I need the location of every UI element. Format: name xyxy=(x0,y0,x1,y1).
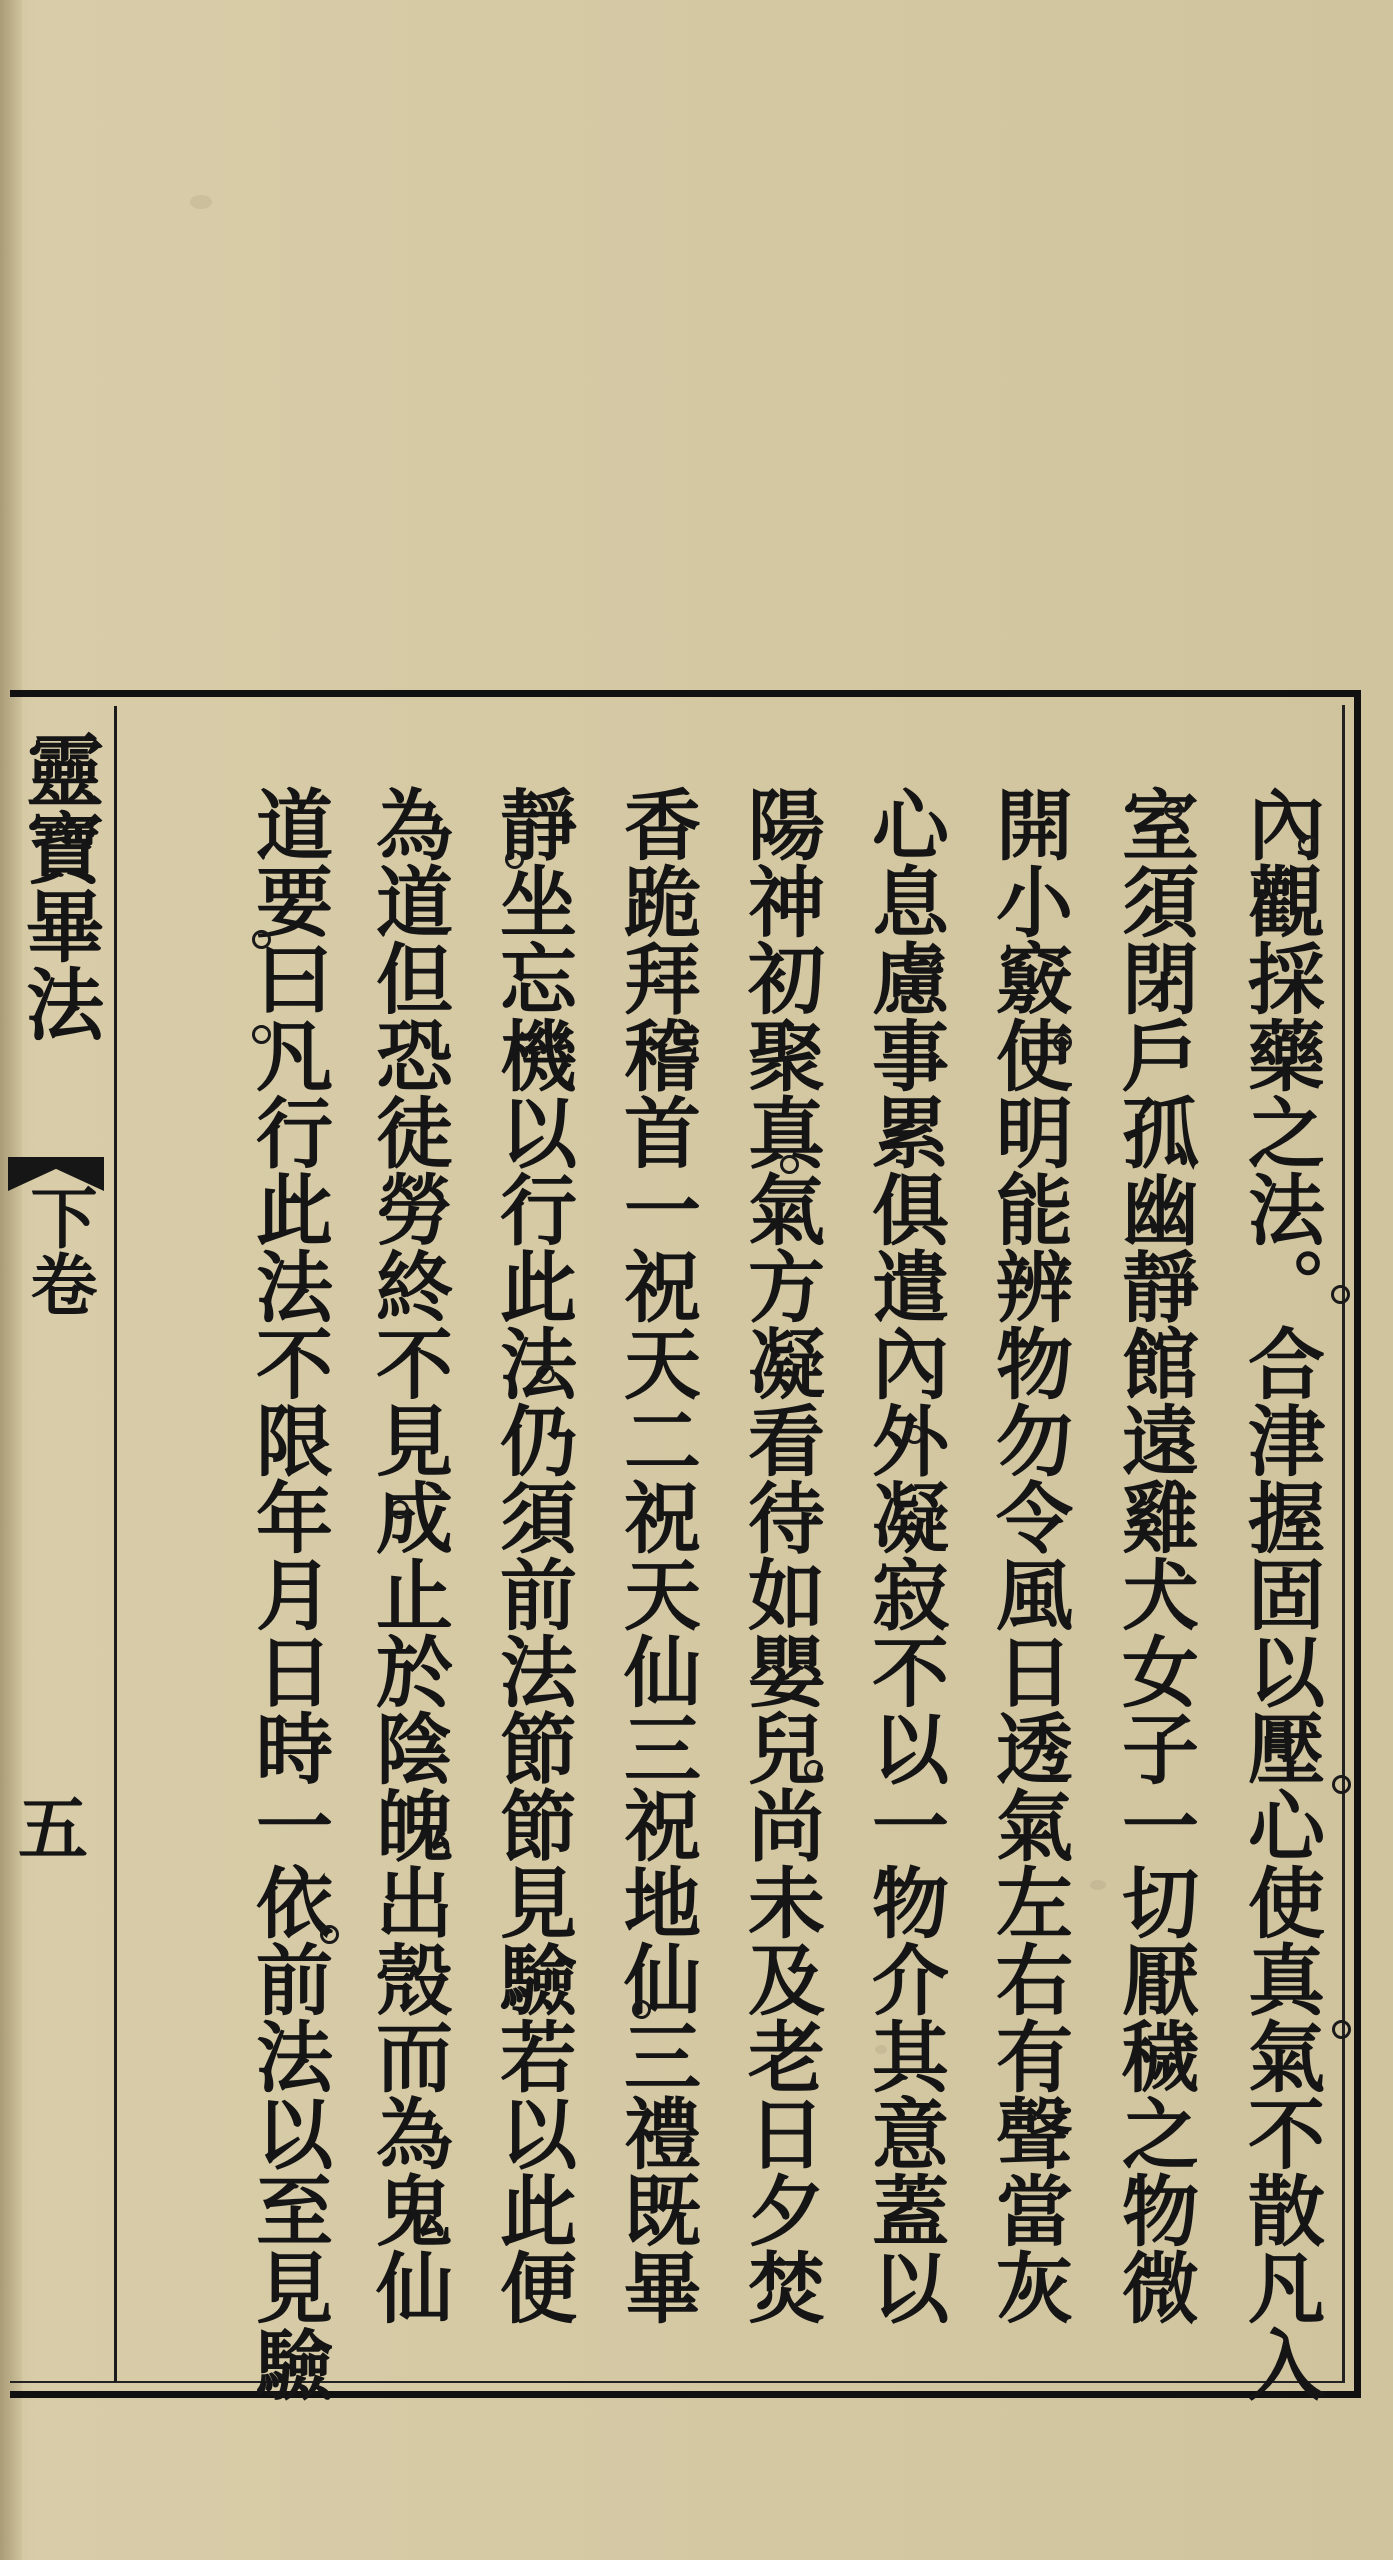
punctuation-circle-icon xyxy=(390,1500,409,1519)
punctuation-circle-icon xyxy=(1332,2020,1351,2039)
punctuation-circle-icon xyxy=(804,1760,823,1779)
punctuation-circle-icon xyxy=(252,930,271,949)
punctuation-circle-icon xyxy=(1332,1775,1351,1794)
text-column-7: 靜坐忘機以行此法仍須前法節節見驗若以此便 xyxy=(487,785,577,2325)
text-column-8: 為道但恐徒勞終不見成止於陰魄出殼而為鬼仙 xyxy=(363,785,453,2325)
text-column-9: 道要曰凡行此法不限年月日時一依前法以至見驗 xyxy=(243,785,333,2402)
punctuation-circle-icon xyxy=(505,850,524,869)
punctuation-circle-icon xyxy=(1164,800,1183,819)
text-column-1: 內觀採藥之法。合津握固以壓心使真氣不散凡入 xyxy=(1235,785,1325,2402)
punctuation-circle-icon xyxy=(320,1925,339,1944)
banxin xyxy=(0,705,114,2383)
banxin-volume-label: 下卷 xyxy=(20,1183,99,1317)
text-column-6: 香跪拜稽首一祝天二祝天仙三祝地仙三禮既畢 xyxy=(611,785,701,2325)
text-column-2: 室須閉戶孤幽靜館遠雞犬女子一切厭穢之物微 xyxy=(1109,785,1199,2325)
punctuation-circle-icon xyxy=(905,1425,924,1444)
banxin-title: 靈寶畢法 xyxy=(13,730,104,1042)
punctuation-circle-icon xyxy=(252,1025,271,1044)
punctuation-circle-icon xyxy=(536,1365,555,1384)
main-text-columns xyxy=(125,785,1325,2402)
punctuation-circle-icon xyxy=(1298,835,1317,854)
text-column-5: 陽神初聚真氣方凝看待如嬰兒尚未及老日夕焚 xyxy=(735,785,825,2325)
banxin-page-number: 五 xyxy=(18,1787,88,1870)
text-column-3: 開小竅使明能辨物勿令風日透氣左右有聲當灰 xyxy=(983,785,1073,2325)
banxin-rule xyxy=(114,706,117,2382)
text-column-4: 心息慮事累俱遣內外凝寂不以一物介其意蓋以 xyxy=(859,785,949,2325)
punctuation-circle-icon xyxy=(1331,1285,1350,1304)
punctuation-circle-icon xyxy=(780,1155,799,1174)
punctuation-circle-icon xyxy=(632,2000,651,2019)
punctuation-circle-icon xyxy=(1053,1033,1072,1052)
paper-speckle xyxy=(190,195,212,209)
